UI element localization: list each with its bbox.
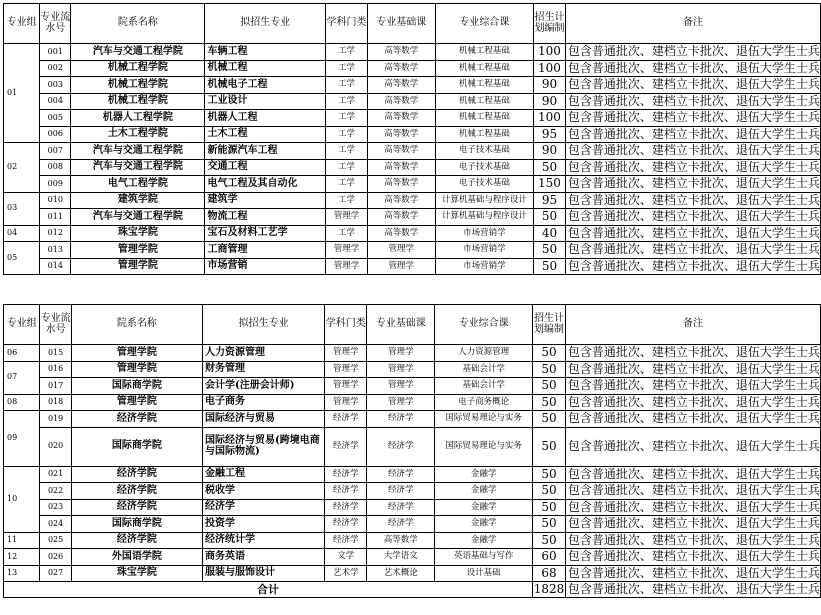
plan-cell: 50: [533, 483, 566, 500]
header-category: 学科门类: [325, 305, 367, 345]
serial-cell: 016: [40, 361, 71, 378]
serial-cell: 020: [40, 427, 71, 466]
category-cell: 工学: [326, 159, 368, 176]
plan-cell: 50: [533, 516, 566, 533]
serial-cell: 007: [40, 143, 71, 160]
note-cell: 包含普通批次、建档立卡批次、退伍大学生士兵: [565, 77, 820, 94]
major-cell: 税收学: [203, 483, 325, 500]
comprehensive-course-cell: 设计基础: [435, 565, 533, 582]
major-cell: 宝石及材料工艺学: [205, 225, 326, 242]
serial-cell: 003: [40, 77, 71, 94]
group-cell: 11: [4, 532, 40, 549]
basic-course-cell: 高等数学: [367, 77, 435, 94]
college-cell: 汽车与交通工程学院: [71, 159, 205, 176]
group-cell: 07: [4, 361, 40, 394]
basic-course-cell: 高等数学: [367, 176, 435, 193]
major-cell: 会计学(注册会计师): [203, 378, 325, 395]
category-cell: 工学: [326, 126, 368, 143]
major-cell: 商务英语: [203, 549, 325, 566]
college-cell: 管理学院: [71, 394, 202, 411]
note-cell: 包含普通批次、建档立卡批次、退伍大学生士兵: [565, 499, 820, 516]
basic-course-cell: 管理学: [367, 394, 435, 411]
group-cell: 09: [4, 411, 40, 467]
note-cell: 包含普通批次、建档立卡批次、退伍大学生士兵: [565, 126, 820, 143]
comprehensive-course-cell: 金融学: [435, 532, 533, 549]
serial-cell: 021: [40, 466, 71, 483]
note-cell: 包含普通批次、建档立卡批次、退伍大学生士兵: [565, 516, 820, 533]
college-cell: 经济学院: [71, 411, 202, 428]
comprehensive-course-cell: 金融学: [435, 516, 533, 533]
plan-cell: 50: [533, 411, 566, 428]
basic-course-cell: 管理学: [367, 258, 435, 275]
serial-cell: 009: [40, 176, 71, 193]
table-row: [4, 549, 821, 566]
note-cell: 包含普通批次、建档立卡批次、退伍大学生士兵: [565, 159, 820, 176]
plan-cell: 100: [534, 110, 566, 127]
basic-course-cell: 高等数学: [367, 532, 435, 549]
note-cell: 包含普通批次、建档立卡批次、退伍大学生士兵: [565, 361, 820, 378]
basic-course-cell: 经济学: [367, 411, 435, 428]
college-cell: 经济学院: [71, 483, 202, 500]
basic-course-cell: 管理学: [367, 242, 435, 259]
comprehensive-course-cell: 人力资源管理: [435, 345, 533, 362]
table-row: [4, 466, 821, 483]
category-cell: 经济学: [325, 466, 367, 483]
serial-cell: 017: [40, 378, 71, 395]
serial-cell: 002: [40, 60, 71, 77]
serial-cell: 013: [40, 242, 71, 259]
plan-cell: 90: [534, 93, 566, 110]
plan-cell: 50: [534, 242, 566, 259]
category-cell: 工学: [326, 93, 368, 110]
note-cell: 包含普通批次、建档立卡批次、退伍大学生士兵: [565, 192, 820, 209]
college-cell: 外国语学院: [71, 549, 202, 566]
note-cell: 包含普通批次、建档立卡批次、退伍大学生士兵: [565, 242, 820, 259]
category-cell: 文学: [325, 549, 367, 566]
header-category: 学科门类: [326, 4, 368, 44]
college-cell: 汽车与交通工程学院: [71, 209, 205, 226]
header-college: 院系名称: [71, 305, 202, 345]
header-major: 拟招生专业: [203, 305, 325, 345]
category-cell: 经济学: [325, 411, 367, 428]
college-cell: 珠宝学院: [71, 225, 205, 242]
major-cell: 市场营销: [205, 258, 326, 275]
plan-cell: 68: [533, 565, 566, 582]
group-cell: 05: [4, 242, 40, 275]
group-cell: 10: [4, 466, 40, 532]
major-cell: 土木工程: [205, 126, 326, 143]
major-cell: 工业设计: [205, 93, 326, 110]
serial-cell: 005: [40, 110, 71, 127]
group-cell: 08: [4, 394, 40, 411]
college-cell: 国际商学院: [71, 427, 202, 466]
table-row: [4, 44, 821, 61]
table-row: [4, 516, 821, 533]
group-cell: 01: [4, 44, 40, 143]
college-cell: 机械工程学院: [71, 93, 205, 110]
major-cell: 新能源汽车工程: [205, 143, 326, 160]
basic-course-cell: 高等数学: [367, 126, 435, 143]
category-cell: 工学: [326, 143, 368, 160]
serial-cell: 027: [40, 565, 71, 582]
category-cell: 管理学: [326, 242, 368, 259]
table-row: [4, 93, 821, 110]
serial-cell: 012: [40, 225, 71, 242]
header-basic: 专业基础课: [367, 305, 435, 345]
note-cell: 包含普通批次、建档立卡批次、退伍大学生士兵: [565, 394, 820, 411]
basic-course-cell: 管理学: [367, 361, 435, 378]
college-cell: 管理学院: [71, 345, 202, 362]
note-cell: 包含普通批次、建档立卡批次、退伍大学生士兵: [565, 427, 820, 466]
comprehensive-course-cell: 机械工程基础: [435, 110, 533, 127]
note-cell: 包含普通批次、建档立卡批次、退伍大学生士兵: [565, 466, 820, 483]
note-cell: 包含普通批次、建档立卡批次、退伍大学生士兵: [565, 378, 820, 395]
note-cell: 包含普通批次、建档立卡批次、退伍大学生士兵: [565, 532, 820, 549]
header-serial: 专业流水号: [40, 305, 71, 345]
plan-cell: 50: [534, 209, 566, 226]
college-cell: 汽车与交通工程学院: [71, 44, 205, 61]
category-cell: 管理学: [326, 209, 368, 226]
comprehensive-course-cell: 金融学: [435, 466, 533, 483]
category-cell: 工学: [326, 110, 368, 127]
basic-course-cell: 高等数学: [367, 192, 435, 209]
category-cell: 管理学: [326, 258, 368, 275]
basic-course-cell: 管理学: [367, 345, 435, 362]
note-cell: 包含普通批次、建档立卡批次、退伍大学生士兵: [565, 411, 820, 428]
serial-cell: 014: [40, 258, 71, 275]
major-cell: 财务管理: [203, 361, 325, 378]
major-cell: 电气工程及其自动化: [205, 176, 326, 193]
basic-course-cell: 经济学: [367, 499, 435, 516]
table-row: [4, 411, 821, 428]
comprehensive-course-cell: 国际贸易理论与实务: [435, 411, 533, 428]
major-cell: 车辆工程: [205, 44, 326, 61]
basic-course-cell: 大学语文: [367, 549, 435, 566]
note-cell: 包含普通批次、建档立卡批次、退伍大学生士兵: [565, 209, 820, 226]
header-note: 备注: [565, 4, 820, 44]
comprehensive-course-cell: 金融学: [435, 499, 533, 516]
basic-course-cell: 管理学: [367, 378, 435, 395]
major-cell: 金融工程: [203, 466, 325, 483]
major-cell: 经济统计学: [203, 532, 325, 549]
plan-cell: 50: [534, 159, 566, 176]
header-comprehensive: 专业综合课: [435, 305, 533, 345]
category-cell: 工学: [326, 192, 368, 209]
category-cell: 管理学: [325, 361, 367, 378]
header-group: 专业组: [4, 305, 40, 345]
group-cell: 13: [4, 565, 40, 582]
major-cell: 机械电子工程: [205, 77, 326, 94]
major-cell: 电子商务: [203, 394, 325, 411]
college-cell: 国际商学院: [71, 378, 202, 395]
category-cell: 管理学: [325, 345, 367, 362]
basic-course-cell: 经济学: [367, 466, 435, 483]
table-row: [4, 427, 821, 466]
major-cell: 机器人工程: [205, 110, 326, 127]
plan-cell: 50: [533, 499, 566, 516]
note-cell: 包含普通批次、建档立卡批次、退伍大学生士兵: [565, 225, 820, 242]
basic-course-cell: 经济学: [367, 516, 435, 533]
header-group: 专业组: [4, 4, 40, 44]
plan-cell: 50: [533, 532, 566, 549]
comprehensive-course-cell: 基础会计学: [435, 378, 533, 395]
comprehensive-course-cell: 机械工程基础: [435, 126, 533, 143]
group-cell: 12: [4, 549, 40, 566]
comprehensive-course-cell: 国际贸易理论与实务: [435, 427, 533, 466]
category-cell: 艺术学: [325, 565, 367, 582]
comprehensive-course-cell: 机械工程基础: [435, 60, 533, 77]
comprehensive-course-cell: 电子商务概论: [435, 394, 533, 411]
comprehensive-course-cell: 市场营销学: [435, 242, 533, 259]
comprehensive-course-cell: 金融学: [435, 483, 533, 500]
table-row: [4, 192, 821, 209]
plan-cell: 50: [533, 466, 566, 483]
group-cell: 06: [4, 345, 40, 362]
plan-cell: 100: [534, 44, 566, 61]
table-row: [4, 225, 821, 242]
plan-cell: 50: [533, 345, 566, 362]
note-cell: 包含普通批次、建档立卡批次、退伍大学生士兵: [565, 345, 820, 362]
plan-cell: 50: [533, 378, 566, 395]
serial-cell: 015: [40, 345, 71, 362]
note-cell: 包含普通批次、建档立卡批次、退伍大学生士兵: [565, 565, 820, 582]
basic-course-cell: 经济学: [367, 427, 435, 466]
basic-course-cell: 高等数学: [367, 110, 435, 127]
admission-table-2: [3, 304, 821, 598]
note-cell: 包含普通批次、建档立卡批次、退伍大学生士兵: [565, 44, 820, 61]
major-cell: 建筑学: [205, 192, 326, 209]
table-row: [4, 345, 821, 362]
table-row: [4, 209, 821, 226]
college-cell: 珠宝学院: [71, 565, 202, 582]
basic-course-cell: 高等数学: [367, 209, 435, 226]
plan-cell: 95: [534, 192, 566, 209]
serial-cell: 019: [40, 411, 71, 428]
basic-course-cell: 高等数学: [367, 159, 435, 176]
note-cell: 包含普通批次、建档立卡批次、退伍大学生士兵: [565, 93, 820, 110]
major-cell: 国际经济与贸易: [203, 411, 325, 428]
category-cell: 工学: [326, 77, 368, 94]
serial-cell: 025: [40, 532, 71, 549]
group-cell: 04: [4, 225, 40, 242]
table-row: [4, 143, 821, 160]
college-cell: 机械工程学院: [71, 60, 205, 77]
plan-cell: 50: [533, 427, 566, 466]
major-cell: 人力资源管理: [203, 345, 325, 362]
basic-course-cell: 高等数学: [367, 143, 435, 160]
serial-cell: 018: [40, 394, 71, 411]
serial-cell: 008: [40, 159, 71, 176]
comprehensive-course-cell: 机械工程基础: [435, 93, 533, 110]
college-cell: 经济学院: [71, 499, 202, 516]
major-cell: 机械工程: [205, 60, 326, 77]
category-cell: 经济学: [325, 499, 367, 516]
basic-course-cell: 艺术概论: [367, 565, 435, 582]
college-cell: 管理学院: [71, 242, 205, 259]
note-cell: 包含普通批次、建档立卡批次、退伍大学生士兵: [565, 176, 820, 193]
serial-cell: 023: [40, 499, 71, 516]
plan-cell: 90: [534, 77, 566, 94]
table-row: [4, 159, 821, 176]
note-cell: 包含普通批次、建档立卡批次、退伍大学生士兵: [565, 143, 820, 160]
category-cell: 经济学: [325, 483, 367, 500]
plan-cell: 40: [534, 225, 566, 242]
plan-cell: 95: [534, 126, 566, 143]
header-note: 备注: [565, 305, 820, 345]
college-cell: 经济学院: [71, 532, 202, 549]
table-row: [4, 176, 821, 193]
plan-cell: 50: [534, 258, 566, 275]
total-value-cell: 1828: [533, 582, 565, 597]
serial-cell: 026: [40, 549, 71, 566]
major-cell: 交通工程: [205, 159, 326, 176]
total-row: [4, 582, 821, 598]
comprehensive-course-cell: 机械工程基础: [435, 44, 533, 61]
header-college: 院系名称: [71, 4, 205, 44]
plan-cell: 150: [534, 176, 566, 193]
major-cell: 经济学: [203, 499, 325, 516]
plan-cell: 60: [533, 549, 566, 566]
basic-course-cell: 经济学: [367, 483, 435, 500]
college-cell: 国际商学院: [71, 516, 202, 533]
table-row: [4, 532, 821, 549]
college-cell: 电气工程学院: [71, 176, 205, 193]
group-cell: 03: [4, 192, 40, 225]
admission-table-1: [3, 3, 821, 275]
table-row: [4, 499, 821, 516]
basic-course-cell: 高等数学: [367, 44, 435, 61]
category-cell: 经济学: [325, 516, 367, 533]
major-cell: 国际经济与贸易(跨境电商与国际物流): [203, 427, 325, 466]
plan-cell: 90: [534, 143, 566, 160]
category-cell: 管理学: [325, 378, 367, 395]
header-comprehensive: 专业综合课: [435, 4, 533, 44]
category-cell: 经济学: [325, 532, 367, 549]
table-row: [4, 394, 821, 411]
comprehensive-course-cell: 基础会计学: [435, 361, 533, 378]
college-cell: 土木工程学院: [71, 126, 205, 143]
basic-course-cell: 高等数学: [367, 225, 435, 242]
comprehensive-course-cell: 计算机基础与程序设计: [435, 192, 533, 209]
major-cell: 服装与服饰设计: [203, 565, 325, 582]
serial-cell: 011: [40, 209, 71, 226]
table-row: [4, 361, 821, 378]
serial-cell: 022: [40, 483, 71, 500]
plan-cell: 50: [533, 361, 566, 378]
header-serial: 专业流水号: [40, 4, 71, 44]
serial-cell: 024: [40, 516, 71, 533]
comprehensive-course-cell: 电子技术基础: [435, 176, 533, 193]
table-row: [4, 258, 821, 275]
note-cell: 包含普通批次、建档立卡批次、退伍大学生士兵: [565, 483, 820, 500]
table-row: [4, 110, 821, 127]
comprehensive-course-cell: 电子技术基础: [435, 143, 533, 160]
category-cell: 工学: [326, 176, 368, 193]
note-cell: 包含普通批次、建档立卡批次、退伍大学生士兵: [565, 582, 820, 598]
basic-course-cell: 高等数学: [367, 93, 435, 110]
category-cell: 工学: [326, 44, 368, 61]
plan-cell: 50: [533, 394, 566, 411]
note-cell: 包含普通批次、建档立卡批次、退伍大学生士兵: [565, 60, 820, 77]
table-header-row: [4, 4, 821, 44]
college-cell: 建筑学院: [71, 192, 205, 209]
comprehensive-course-cell: 市场营销学: [435, 258, 533, 275]
plan-cell: 100: [534, 60, 566, 77]
table-row: [4, 378, 821, 395]
header-plan: 招生计划编制: [533, 305, 566, 345]
table-row: [4, 565, 821, 582]
serial-cell: 010: [40, 192, 71, 209]
serial-cell: 006: [40, 126, 71, 143]
total-label-cell: 合计: [4, 582, 533, 598]
comprehensive-course-cell: 计算机基础与程序设计: [435, 209, 533, 226]
major-cell: 物流工程: [205, 209, 326, 226]
category-cell: 经济学: [325, 427, 367, 466]
comprehensive-course-cell: 机械工程基础: [435, 77, 533, 94]
header-major: 拟招生专业: [205, 4, 326, 44]
table-row: [4, 483, 821, 500]
major-cell: 投资学: [203, 516, 325, 533]
major-cell: 工商管理: [205, 242, 326, 259]
group-cell: 02: [4, 143, 40, 193]
college-cell: 经济学院: [71, 466, 202, 483]
basic-course-cell: 高等数学: [367, 60, 435, 77]
college-cell: 机械工程学院: [71, 77, 205, 94]
comprehensive-course-cell: 市场营销学: [435, 225, 533, 242]
note-cell: 包含普通批次、建档立卡批次、退伍大学生士兵: [565, 549, 820, 566]
category-cell: 工学: [326, 60, 368, 77]
header-basic: 专业基础课: [367, 4, 435, 44]
note-cell: 包含普通批次、建档立卡批次、退伍大学生士兵: [565, 258, 820, 275]
table-header-row: [4, 305, 821, 345]
table-row: [4, 60, 821, 77]
table-row: [4, 242, 821, 259]
comprehensive-course-cell: 电子技术基础: [435, 159, 533, 176]
table-row: [4, 126, 821, 143]
category-cell: 管理学: [325, 394, 367, 411]
category-cell: 工学: [326, 225, 368, 242]
comprehensive-course-cell: 英语基础与写作: [435, 549, 533, 566]
serial-cell: 001: [40, 44, 71, 61]
serial-cell: 004: [40, 93, 71, 110]
note-cell: 包含普通批次、建档立卡批次、退伍大学生士兵: [565, 110, 820, 127]
college-cell: 管理学院: [71, 361, 202, 378]
college-cell: 汽车与交通工程学院: [71, 143, 205, 160]
header-plan: 招生计划编制: [534, 4, 566, 44]
college-cell: 机器人工程学院: [71, 110, 205, 127]
college-cell: 管理学院: [71, 258, 205, 275]
table-row: [4, 77, 821, 94]
